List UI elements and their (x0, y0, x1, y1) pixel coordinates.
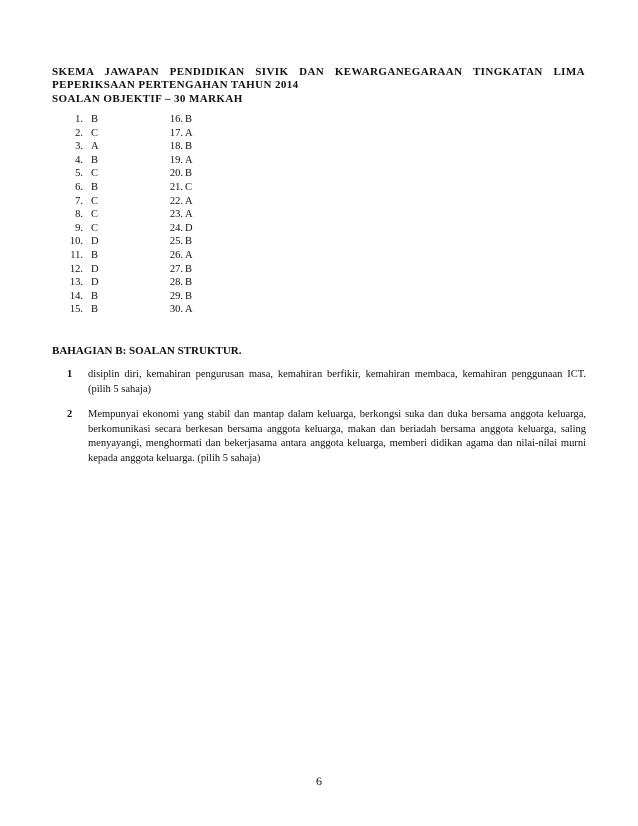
section-b-heading: BAHAGIAN B: SOALAN STRUKTUR. (52, 345, 242, 357)
question-number-right: 26. (169, 249, 183, 261)
question-number-right: 20. (169, 168, 183, 180)
structured-question-1 (52, 368, 586, 397)
answer-letter-left: B (91, 290, 99, 302)
question-number-left: 15. (69, 304, 83, 316)
answer-letter-left: C (91, 222, 99, 234)
document-title-line-2: PEPERIKSAAN PERTENGAHAN TAHUN 2014 (52, 79, 299, 91)
answer-letter-left: B (91, 249, 99, 261)
question-number-right: 24. (169, 222, 183, 234)
question-number-right: 30. (169, 304, 183, 316)
question-number-left: 11. (70, 249, 83, 261)
answer-row (52, 303, 352, 317)
question-number-left: 2. (75, 127, 83, 139)
answer-letter-left: D (91, 263, 99, 275)
question-answer-text: Mempunyai ekonomi yang stabil dan mantap dalam keluarga, berkongsi suka dan duka bersama anggota keluarga, berkomunikasi secara berkesan bersama anggota keluarga, makan dan beriadah bersama anggota keluarga, saling menyayangi, menghormati dan bekerjasama antara anggota keluarga, memberi didikan agama dan nilai-nilai murni kepada anggota keluarga. (pilih 5 sahaja) (88, 409, 586, 464)
page-number: 6 (316, 774, 322, 788)
answer-letter-right: B (185, 141, 193, 153)
question-number-right: 18. (169, 141, 183, 153)
answer-letter-left: A (91, 141, 99, 153)
answer-letter-left: B (91, 154, 99, 166)
answer-letter-left: D (91, 277, 99, 289)
answer-row (52, 181, 352, 195)
answer-letter-right: A (185, 127, 193, 139)
objective-answer-list (52, 113, 352, 317)
answer-letter-right: B (185, 277, 193, 289)
answer-row (52, 113, 352, 127)
answer-letter-left: D (91, 236, 99, 248)
question-number-left: 12. (69, 263, 83, 275)
answer-letter-right: B (185, 290, 193, 302)
section-a-heading: SOALAN OBJEKTIF – 30 MARKAH (52, 93, 243, 105)
answer-letter-right: B (185, 168, 193, 180)
answer-row (52, 222, 352, 236)
question-number-right: 17. (169, 127, 183, 139)
answer-row (52, 195, 352, 209)
question-number-right: 23. (169, 209, 183, 221)
question-number: 1 (67, 369, 73, 380)
question-number-left: 5. (75, 168, 83, 180)
answer-row (52, 167, 352, 181)
question-number: 2 (67, 409, 73, 420)
question-number-right: 22. (169, 195, 183, 207)
question-number-left: 4. (75, 154, 83, 166)
question-number-right: 29. (169, 290, 183, 302)
answer-letter-right: A (185, 209, 193, 221)
answer-letter-right: B (185, 236, 193, 248)
answer-row (52, 249, 352, 263)
question-number-right: 28. (169, 277, 183, 289)
answer-letter-right: C (185, 181, 193, 193)
answer-row (52, 127, 352, 141)
answer-letter-left: B (91, 304, 99, 316)
question-number-right: 21. (169, 181, 183, 193)
question-number-left: 7. (75, 195, 83, 207)
answer-row (52, 263, 352, 277)
answer-row (52, 154, 352, 168)
question-number-left: 8. (75, 209, 83, 221)
answer-row (52, 140, 352, 154)
structured-question-2 (52, 408, 586, 466)
answer-letter-right: A (185, 195, 193, 207)
answer-letter-left: B (91, 181, 99, 193)
question-number-left: 13. (69, 277, 83, 289)
answer-letter-right: B (185, 114, 193, 125)
answer-letter-left: C (91, 195, 99, 207)
answer-letter-left: B (91, 114, 99, 125)
question-number-left: 9. (75, 222, 83, 234)
answer-letter-right: A (185, 304, 193, 316)
question-answer-text: disiplin diri, kemahiran pengurusan masa, kemahiran berfikir, kemahiran membaca, kemahiran penggunaan ICT. (pilih 5 sahaja) (88, 369, 586, 395)
question-number-left: 3. (75, 141, 83, 153)
document-title-line-1: SKEMA JAWAPAN PENDIDIKAN SIVIK DAN KEWARGANEGARAAN TINGKATAN LIMA (52, 66, 585, 78)
question-number-right: 25. (169, 236, 183, 248)
question-number-left: 1. (75, 114, 83, 125)
answer-letter-right: D (185, 222, 193, 234)
answer-letter-left: C (91, 209, 99, 221)
question-number-left: 14. (69, 290, 83, 302)
answer-letter-right: B (185, 263, 193, 275)
answer-letter-left: C (91, 168, 99, 180)
answer-letter-right: A (185, 249, 193, 261)
answer-row (52, 208, 352, 222)
question-number-left: 10. (69, 236, 83, 248)
question-number-right: 19. (169, 154, 183, 166)
answer-letter-right: A (185, 154, 193, 166)
answer-letter-left: C (91, 127, 99, 139)
question-number-right: 16. (169, 114, 183, 125)
question-number-left: 6. (75, 181, 83, 193)
answer-row (52, 235, 352, 249)
answer-row (52, 276, 352, 290)
question-number-right: 27. (169, 263, 183, 275)
answer-row (52, 290, 352, 304)
